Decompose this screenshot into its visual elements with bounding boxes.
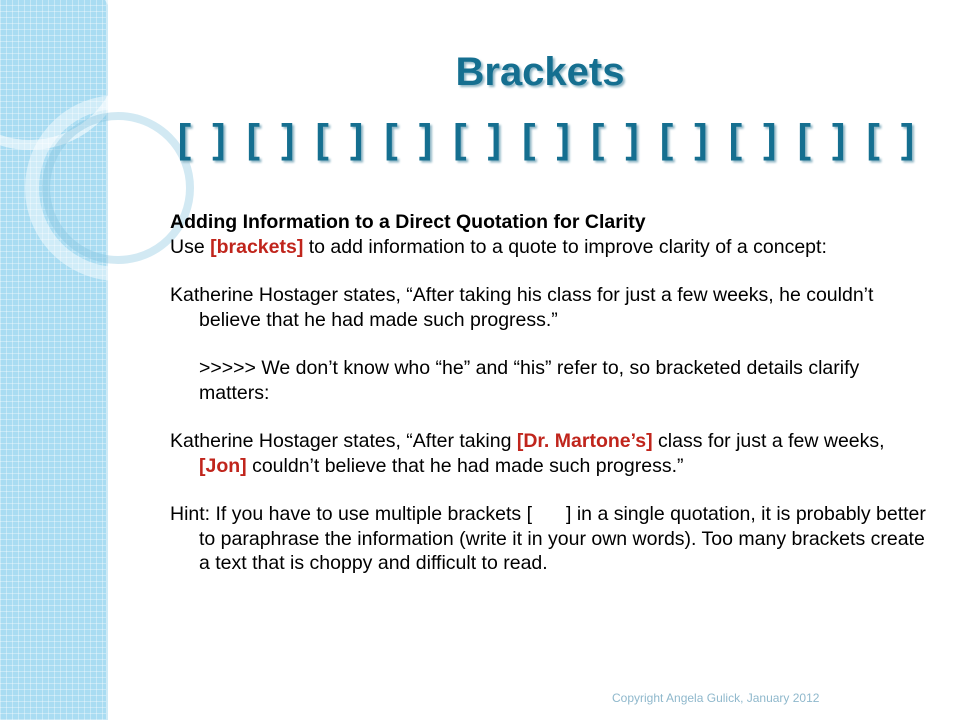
revised-part-3: couldn’t believe that he had made such progress.”: [246, 454, 684, 477]
spacer: [170, 478, 930, 502]
bracket-row: [ ] [ ] [ ] [ ] [ ] [ ] [ ] [ ] [ ] [ ] [ ]: [177, 117, 919, 161]
hint-before: Hint: If you have to use multiple brackets [: [170, 503, 533, 525]
intro-before: Use: [170, 235, 211, 258]
intro-after: to add information to a quote to improve clarity of a concept:: [303, 235, 827, 258]
hint-paragraph: [170, 502, 930, 576]
spacer: [170, 405, 930, 429]
revised-part-2: class for just a few weeks,: [652, 430, 885, 452]
original-quote-example: Katherine Hostager states, “After taking his class for just a few weeks, he couldn’t believe that he had made such progress.”: [170, 284, 874, 331]
hint-after: ] in a single quotation, it is probably better to paraphrase the information (write it in your own words). Too many brackets create a text that is choppy and difficult to read.: [199, 503, 926, 574]
highlight-jon: [Jon]: [199, 454, 247, 477]
brackets-highlight: [brackets]: [210, 235, 304, 258]
slide-title: Brackets: [455, 50, 625, 94]
revised-quote-example: [170, 429, 930, 478]
copyright-footer: Copyright Angela Gulick, January 2012: [612, 691, 820, 705]
slide-content: [170, 210, 930, 576]
section-heading: Adding Information to a Direct Quotation for Clarity: [170, 211, 646, 233]
intro-paragraph: [170, 235, 930, 260]
explanation-text: >>>>> We don’t know who “he” and “his” refer to, so bracketed details clarify matters:: [199, 357, 860, 404]
highlight-dr-martone: [Dr. Martone’s]: [516, 430, 653, 452]
spacer: [170, 332, 930, 356]
spacer: [170, 259, 930, 283]
revised-part-1: Katherine Hostager states, “After taking: [170, 430, 517, 452]
